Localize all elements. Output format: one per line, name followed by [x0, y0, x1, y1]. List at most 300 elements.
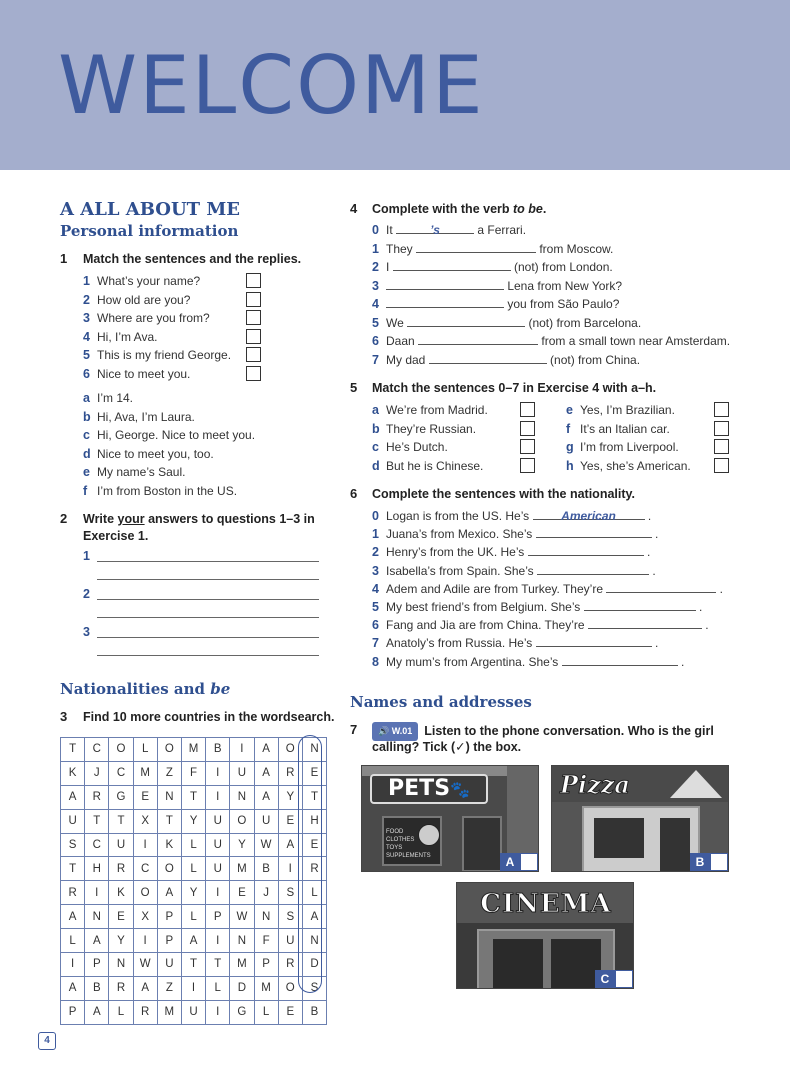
- pizza-slice-icon: [670, 770, 722, 798]
- item-number: 6: [372, 334, 379, 348]
- wordsearch-cell[interactable]: M: [181, 738, 205, 762]
- wordsearch-row: [61, 881, 327, 905]
- item-text-after: Lena from New York?: [504, 278, 623, 293]
- cinema-sign: CINEMA: [480, 889, 612, 919]
- item-number: 2: [372, 260, 379, 274]
- item-text: It’s an Italian car.: [580, 421, 670, 436]
- picture-a-tick-box[interactable]: [520, 853, 538, 871]
- wordsearch-cell[interactable]: Y: [181, 881, 205, 905]
- wordsearch-cell[interactable]: N: [302, 929, 326, 953]
- item-number: 6: [372, 618, 379, 633]
- picture-b-tick-box[interactable]: [710, 853, 728, 871]
- fill-item: [372, 278, 622, 294]
- exercise-4-number: 4: [350, 201, 358, 216]
- wordsearch-grid: [60, 737, 327, 1025]
- reply-text: Hi, George. Nice to meet you.: [97, 428, 256, 442]
- wordsearch-cell[interactable]: W: [133, 953, 157, 977]
- wordsearch-cell[interactable]: L: [181, 857, 205, 881]
- item-text-after: a Ferrari.: [474, 223, 527, 237]
- wordsearch-cell[interactable]: A: [61, 785, 85, 809]
- wordsearch-cell[interactable]: D: [230, 976, 254, 1000]
- wordsearch-cell[interactable]: N: [254, 905, 278, 929]
- answer-box[interactable]: [714, 402, 729, 417]
- answer-blank[interactable]: [418, 333, 538, 345]
- exercise-4-heading: Complete with the verb to be.: [372, 202, 547, 216]
- item-text-after: .: [644, 509, 652, 523]
- item-text-after: .: [651, 527, 659, 542]
- item-letter: g: [566, 440, 574, 454]
- wordsearch-cell[interactable]: P: [85, 953, 109, 977]
- wordsearch-cell[interactable]: T: [181, 953, 205, 977]
- wordsearch-cell[interactable]: E: [230, 881, 254, 905]
- answer-blank[interactable]: [562, 654, 678, 666]
- fill-item: [372, 654, 684, 670]
- wordsearch-row: [61, 1000, 327, 1024]
- wordsearch-cell[interactable]: R: [61, 881, 85, 905]
- wordsearch-cell[interactable]: I: [206, 1000, 230, 1024]
- fill-item: [372, 352, 640, 368]
- answer-blank[interactable]: [386, 296, 504, 308]
- wordsearch-cell[interactable]: K: [61, 761, 85, 785]
- wordsearch-cell[interactable]: L: [206, 976, 230, 1000]
- answer-blank[interactable]: [416, 241, 536, 253]
- wordsearch-row: [61, 833, 327, 857]
- answer-blank[interactable]: [536, 635, 652, 647]
- wordsearch-cell[interactable]: C: [85, 738, 109, 762]
- wordsearch-cell[interactable]: X: [133, 905, 157, 929]
- reply-item: [83, 446, 214, 462]
- audio-track-badge[interactable]: 🔊 W.01: [372, 722, 418, 741]
- answer-blank[interactable]: [386, 278, 504, 290]
- answer-box[interactable]: [520, 439, 535, 454]
- wordsearch-cell[interactable]: C: [133, 857, 157, 881]
- fill-item: [372, 315, 641, 331]
- wordsearch-cell[interactable]: F: [254, 929, 278, 953]
- wordsearch-cell[interactable]: O: [157, 857, 181, 881]
- wordsearch-cell[interactable]: T: [109, 809, 133, 833]
- fill-item: [372, 241, 613, 257]
- fill-item: [372, 222, 526, 238]
- wordsearch-cell[interactable]: T: [85, 809, 109, 833]
- wordsearch-cell[interactable]: W: [230, 905, 254, 929]
- match-item: [83, 347, 231, 363]
- wordsearch-cell[interactable]: M: [254, 976, 278, 1000]
- wordsearch-cell[interactable]: I: [206, 761, 230, 785]
- wordsearch-cell[interactable]: T: [61, 738, 85, 762]
- answer-box[interactable]: [246, 366, 261, 381]
- wordsearch-cell[interactable]: Y: [230, 833, 254, 857]
- reply-item: [83, 390, 133, 406]
- wordsearch-cell[interactable]: L: [181, 833, 205, 857]
- wordsearch-cell[interactable]: P: [61, 1000, 85, 1024]
- fill-item: [372, 544, 650, 560]
- answer-blank[interactable]: [606, 581, 716, 593]
- wordsearch-cell[interactable]: U: [254, 809, 278, 833]
- match-item: [566, 421, 670, 437]
- wordsearch-cell[interactable]: A: [133, 976, 157, 1000]
- answer-blank[interactable]: ’s: [396, 222, 474, 234]
- item-text: But he is Chinese.: [386, 458, 484, 473]
- picture-b-label: B: [690, 853, 728, 871]
- wordsearch-cell[interactable]: J: [254, 881, 278, 905]
- answer-box[interactable]: [246, 310, 261, 325]
- wordsearch-cell[interactable]: B: [302, 1000, 326, 1024]
- wordsearch-cell[interactable]: L: [133, 738, 157, 762]
- item-text-after: (not) from London.: [510, 260, 613, 274]
- question-number: 2: [83, 587, 90, 601]
- reply-letter: f: [83, 483, 88, 498]
- wordsearch-cell[interactable]: U: [157, 953, 181, 977]
- wordsearch-cell[interactable]: I: [206, 929, 230, 953]
- item-text-after: .: [716, 581, 723, 596]
- item-number: 5: [372, 600, 379, 614]
- wordsearch-cell[interactable]: R: [109, 857, 133, 881]
- wordsearch-cell[interactable]: N: [230, 929, 254, 953]
- wordsearch-cell[interactable]: O: [133, 881, 157, 905]
- item-number: 3: [372, 563, 379, 578]
- item-text: What’s your name?: [97, 274, 201, 288]
- paw-icon: 🐾: [450, 780, 470, 799]
- answer-box[interactable]: [520, 458, 535, 473]
- wordsearch-cell[interactable]: A: [254, 738, 278, 762]
- exercise-7-number: 7: [350, 722, 358, 737]
- wordsearch-cell[interactable]: U: [278, 929, 302, 953]
- answer-number: [83, 586, 97, 602]
- item-text: This is my friend George.: [97, 348, 232, 362]
- item-text-after: you from São Paulo?: [504, 297, 620, 311]
- wordsearch-cell[interactable]: K: [157, 833, 181, 857]
- wordsearch-cell[interactable]: W: [254, 833, 278, 857]
- answer-blank[interactable]: [537, 563, 649, 575]
- item-number: 8: [372, 654, 379, 669]
- reply-letter: e: [83, 465, 90, 479]
- wordsearch-cell[interactable]: S: [278, 881, 302, 905]
- wordsearch-cell[interactable]: N: [230, 785, 254, 809]
- answer-box[interactable]: [246, 273, 261, 288]
- wordsearch-cell[interactable]: H: [85, 857, 109, 881]
- wordsearch-cell[interactable]: A: [302, 905, 326, 929]
- wordsearch-cell[interactable]: R: [278, 761, 302, 785]
- fill-item: [372, 599, 702, 615]
- match-item: [566, 402, 675, 418]
- answer-line[interactable]: [97, 637, 319, 638]
- wordsearch-cell[interactable]: A: [61, 905, 85, 929]
- picture-a-label: A: [500, 853, 538, 871]
- match-item: [372, 402, 488, 418]
- wordsearch-cell[interactable]: T: [302, 785, 326, 809]
- wordsearch-cell[interactable]: U: [206, 857, 230, 881]
- picture-c-tick-box[interactable]: [615, 970, 633, 988]
- wordsearch-cell[interactable]: Z: [157, 761, 181, 785]
- wordsearch-row: [61, 857, 327, 881]
- wordsearch-cell[interactable]: O: [157, 738, 181, 762]
- item-text-before: Anatoly’s from Russia. He’s: [386, 636, 536, 651]
- dog-logo-icon: [418, 824, 440, 846]
- wordsearch-cell[interactable]: Y: [109, 929, 133, 953]
- wordsearch-cell[interactable]: O: [109, 738, 133, 762]
- section-subtitle: Personal information: [60, 222, 239, 240]
- wordsearch-cell[interactable]: A: [85, 929, 109, 953]
- wordsearch-cell[interactable]: T: [61, 857, 85, 881]
- picture-a-pets-shop: [361, 765, 539, 872]
- match-item: [83, 310, 210, 326]
- item-text-before: Juana’s from Mexico. She’s: [386, 527, 536, 542]
- wordsearch-cell[interactable]: R: [278, 953, 302, 977]
- answer-box[interactable]: [714, 439, 729, 454]
- wordsearch-cell[interactable]: R: [85, 785, 109, 809]
- wordsearch-cell[interactable]: O: [230, 809, 254, 833]
- item-text-after: (not) from Barcelona.: [525, 315, 642, 330]
- match-item: [372, 421, 476, 437]
- item-number: 5: [372, 315, 379, 330]
- wordsearch-cell[interactable]: L: [109, 1000, 133, 1024]
- item-text-after: (not) from China.: [546, 352, 641, 367]
- wordsearch-cell[interactable]: U: [181, 1000, 205, 1024]
- answer-blank[interactable]: [584, 599, 696, 611]
- wordsearch-cell[interactable]: A: [85, 1000, 109, 1024]
- wordsearch-cell[interactable]: T: [206, 953, 230, 977]
- answer-number: [83, 548, 97, 564]
- wordsearch-cell[interactable]: M: [133, 761, 157, 785]
- reply-letter: c: [83, 428, 90, 442]
- wordsearch-cell[interactable]: I: [181, 976, 205, 1000]
- wordsearch-cell[interactable]: A: [61, 976, 85, 1000]
- answer-box[interactable]: [520, 421, 535, 436]
- picture-b-pizza-shop: [551, 765, 729, 872]
- fill-item: [372, 333, 730, 349]
- item-letter: h: [566, 458, 574, 473]
- item-number: 2: [372, 545, 379, 560]
- item-letter: b: [372, 421, 380, 436]
- item-letter: c: [372, 440, 379, 454]
- reply-item: [83, 483, 237, 499]
- page-title: WELCOME: [58, 39, 485, 132]
- wordsearch-cell[interactable]: A: [254, 761, 278, 785]
- wordsearch-cell[interactable]: N: [85, 905, 109, 929]
- item-number: 1: [83, 274, 90, 288]
- fill-item: [372, 259, 613, 275]
- exercise-6-heading: Complete the sentences with the nationality.: [372, 487, 636, 501]
- answer-blank[interactable]: [528, 544, 644, 556]
- wordsearch-cell[interactable]: E: [302, 833, 326, 857]
- answer-box[interactable]: [246, 292, 261, 307]
- wordsearch-cell[interactable]: F: [181, 761, 205, 785]
- wordsearch-cell[interactable]: P: [157, 929, 181, 953]
- item-text: Where are you from?: [97, 311, 210, 325]
- wordsearch-cell[interactable]: I: [85, 881, 109, 905]
- reply-letter: d: [83, 446, 91, 461]
- item-text-before: They: [386, 241, 417, 256]
- wordsearch-cell[interactable]: X: [133, 809, 157, 833]
- wordsearch-cell[interactable]: A: [157, 881, 181, 905]
- wordsearch-cell[interactable]: S: [61, 833, 85, 857]
- reply-item: [83, 464, 185, 480]
- exercise-5-number: 5: [350, 380, 358, 395]
- wordsearch-cell[interactable]: A: [278, 833, 302, 857]
- item-text-before: Henry’s from the UK. He’s: [386, 545, 528, 560]
- item-number: 6: [83, 366, 90, 381]
- wordsearch-cell[interactable]: U: [230, 761, 254, 785]
- wordsearch-cell[interactable]: S: [278, 905, 302, 929]
- wordsearch-cell[interactable]: T: [181, 785, 205, 809]
- wordsearch-cell[interactable]: I: [133, 833, 157, 857]
- item-text-before: Fang and Jia are from China. They’re: [386, 618, 588, 633]
- item-number: 5: [83, 348, 90, 362]
- answer-box[interactable]: [246, 329, 261, 344]
- match-item: [83, 273, 200, 289]
- picture-c-cinema: [456, 882, 634, 989]
- wordsearch-row: [61, 905, 327, 929]
- pizza-sign: Pizza: [560, 770, 630, 799]
- fill-item: [372, 617, 709, 633]
- wordsearch-cell[interactable]: O: [278, 738, 302, 762]
- wordsearch-row: [61, 738, 327, 762]
- wordsearch-row: [61, 809, 327, 833]
- wordsearch-cell[interactable]: P: [254, 953, 278, 977]
- wordsearch-cell[interactable]: G: [230, 1000, 254, 1024]
- reply-text: I’m from Boston in the US.: [97, 483, 238, 498]
- item-number: 0: [372, 509, 379, 523]
- section-title: A ALL ABOUT ME: [60, 199, 240, 220]
- wordsearch-cell[interactable]: I: [278, 857, 302, 881]
- item-text: They’re Russian.: [386, 421, 477, 436]
- exercise-6-number: 6: [350, 486, 358, 501]
- wordsearch-cell[interactable]: N: [109, 953, 133, 977]
- match-item: [566, 458, 691, 474]
- item-text: Hi, I’m Ava.: [97, 329, 158, 344]
- answer-box[interactable]: [714, 458, 729, 473]
- wordsearch-cell[interactable]: G: [109, 785, 133, 809]
- wordsearch-row: [61, 976, 327, 1000]
- answer-blank[interactable]: [588, 617, 702, 629]
- exercise-1-heading: Match the sentences and the replies.: [83, 252, 302, 266]
- wordsearch-cell[interactable]: M: [230, 953, 254, 977]
- wordsearch-cell[interactable]: J: [85, 761, 109, 785]
- shop-door: [462, 816, 502, 872]
- wordsearch-cell[interactable]: S: [302, 976, 326, 1000]
- answer-blank[interactable]: [536, 526, 652, 538]
- page-number: 4: [38, 1032, 56, 1050]
- wordsearch-row: [61, 761, 327, 785]
- wordsearch-cell[interactable]: U: [206, 833, 230, 857]
- wordsearch-cell[interactable]: R: [109, 976, 133, 1000]
- match-item: [372, 439, 448, 455]
- wordsearch-cell[interactable]: L: [254, 1000, 278, 1024]
- item-letter: f: [566, 421, 571, 436]
- wordsearch-cell[interactable]: D: [302, 953, 326, 977]
- wordsearch-cell[interactable]: E: [278, 1000, 302, 1024]
- item-letter: d: [372, 458, 380, 473]
- exercise-2-heading-line2: Exercise 1.: [83, 529, 149, 543]
- wordsearch-cell[interactable]: C: [109, 761, 133, 785]
- wordsearch-cell[interactable]: K: [109, 881, 133, 905]
- wordsearch-row: [61, 953, 327, 977]
- answer-blank[interactable]: [407, 315, 525, 327]
- answer-box[interactable]: [246, 347, 261, 362]
- fill-item: [372, 508, 651, 524]
- wordsearch-cell[interactable]: L: [181, 905, 205, 929]
- answer-line[interactable]: [97, 561, 319, 562]
- item-number: 1: [372, 527, 379, 542]
- wordsearch-cell[interactable]: U: [109, 833, 133, 857]
- wordsearch-cell[interactable]: U: [61, 809, 85, 833]
- match-item: [372, 458, 483, 474]
- wordsearch-cell[interactable]: I: [230, 738, 254, 762]
- match-item: [83, 292, 190, 308]
- wordsearch-circled-word: [298, 735, 322, 993]
- exercise-3-number: 3: [60, 709, 68, 724]
- reply-text: Nice to meet you, too.: [97, 446, 214, 461]
- wordsearch-cell[interactable]: Z: [157, 976, 181, 1000]
- wordsearch-cell[interactable]: L: [302, 881, 326, 905]
- wordsearch-cell[interactable]: E: [133, 785, 157, 809]
- wordsearch-cell[interactable]: N: [302, 738, 326, 762]
- wordsearch-cell[interactable]: I: [206, 785, 230, 809]
- answer-blank[interactable]: American: [533, 508, 645, 520]
- wordsearch-cell[interactable]: R: [302, 857, 326, 881]
- answer-line[interactable]: [97, 617, 319, 618]
- wordsearch-cell[interactable]: M: [230, 857, 254, 881]
- wordsearch-cell[interactable]: I: [206, 881, 230, 905]
- item-text-before: I: [386, 260, 393, 274]
- answer-box[interactable]: [714, 421, 729, 436]
- item-text-before: Adem and Adile are from Turkey. They’re: [386, 581, 607, 596]
- reply-text: Hi, Ava, I’m Laura.: [97, 409, 195, 424]
- wordsearch-cell[interactable]: A: [181, 929, 205, 953]
- answer-blank[interactable]: [393, 259, 511, 271]
- answer-box[interactable]: [520, 402, 535, 417]
- wordsearch-cell[interactable]: M: [157, 1000, 181, 1024]
- shop-window: [382, 816, 442, 866]
- wordsearch-cell[interactable]: E: [278, 809, 302, 833]
- names-title: Names and addresses: [350, 693, 532, 711]
- wordsearch-cell[interactable]: Y: [278, 785, 302, 809]
- wordsearch-cell[interactable]: B: [206, 738, 230, 762]
- wordsearch-cell[interactable]: H: [302, 809, 326, 833]
- wordsearch-cell[interactable]: R: [133, 1000, 157, 1024]
- answer-line[interactable]: [97, 599, 319, 600]
- wordsearch-cell[interactable]: I: [133, 929, 157, 953]
- item-text: He’s Dutch.: [386, 440, 448, 454]
- wordsearch-cell[interactable]: A: [254, 785, 278, 809]
- wordsearch-cell[interactable]: E: [109, 905, 133, 929]
- question-number: 3: [83, 625, 90, 639]
- wordsearch-cell[interactable]: Y: [181, 809, 205, 833]
- item-text-before: My dad: [386, 352, 429, 367]
- item-number: 3: [83, 311, 90, 325]
- item-text-after: .: [651, 636, 659, 651]
- wordsearch-cell[interactable]: N: [157, 785, 181, 809]
- wordsearch-cell[interactable]: B: [254, 857, 278, 881]
- answer-blank[interactable]: [429, 352, 547, 364]
- fill-item: [372, 296, 619, 312]
- item-number: 3: [372, 278, 379, 293]
- wordsearch-cell[interactable]: T: [157, 809, 181, 833]
- nationalities-title: Nationalities and be: [60, 680, 231, 698]
- wordsearch-cell[interactable]: U: [206, 809, 230, 833]
- answer-line[interactable]: [97, 655, 319, 656]
- item-text: Yes, I’m Brazilian.: [580, 403, 675, 417]
- wordsearch-cell[interactable]: E: [302, 761, 326, 785]
- wordsearch-cell[interactable]: C: [85, 833, 109, 857]
- wordsearch-cell[interactable]: O: [278, 976, 302, 1000]
- wordsearch-cell[interactable]: P: [157, 905, 181, 929]
- wordsearch-cell[interactable]: I: [61, 953, 85, 977]
- wordsearch-cell[interactable]: P: [206, 905, 230, 929]
- answer-line[interactable]: [97, 579, 319, 580]
- wordsearch-cell[interactable]: B: [85, 976, 109, 1000]
- wordsearch-cell[interactable]: L: [61, 929, 85, 953]
